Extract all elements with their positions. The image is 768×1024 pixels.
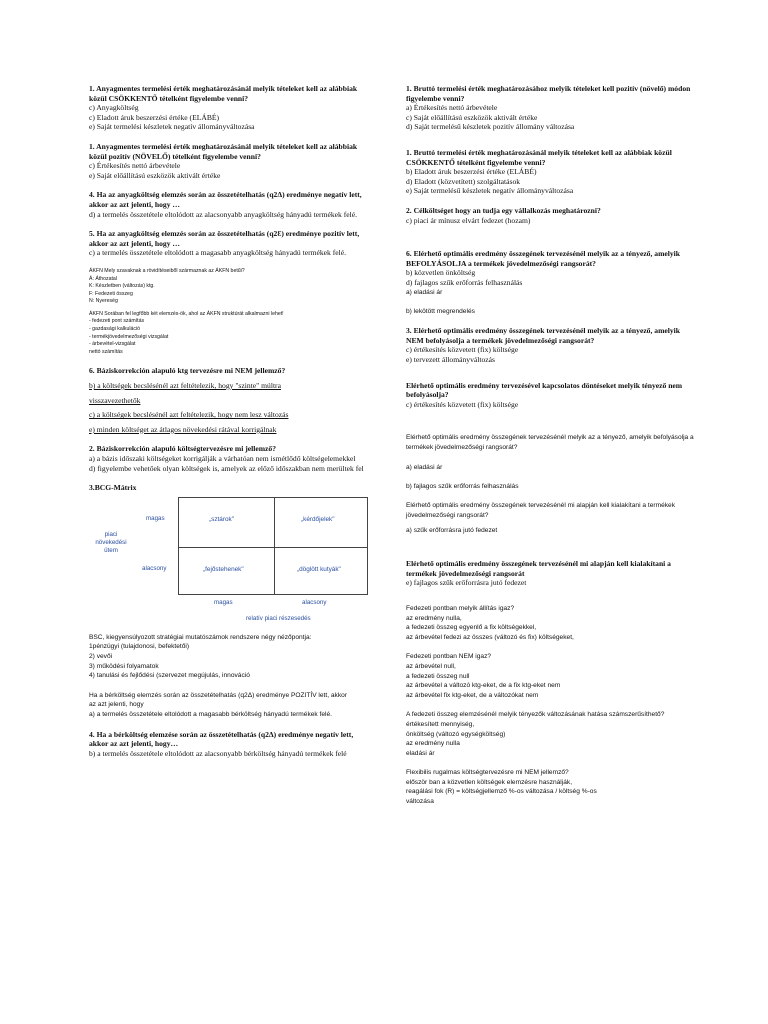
akfn-title: ÁKFN Sorában fel legfőbb két elemzés-ök, ahol az ÁKFN struktúrát alkalmazni lehet! [89, 310, 284, 317]
akfn-line: K: Készletben (változás) ktg. [89, 283, 155, 290]
question-title: 3. Elérhető optimális eredmény összegének tervezésénél melyik az a tényező, amelyik NEM befolyásolja a termékek jövedelmezőségi rangsorát? [406, 326, 681, 345]
question-block [89, 730, 364, 759]
answer-line: c) Értékesítés nettó árbevétele [89, 161, 181, 171]
answer-line: b) közvetlen önköltség [406, 268, 476, 278]
bsc-line: 3) működési folyamatok [89, 662, 159, 670]
answer-line: a) a bázis időszaki költségeket korrigálják a várhatóan nem ismétlődő költségelemekkel [89, 454, 356, 463]
question-title: Fedezeti pontban NEM igaz? [406, 653, 492, 661]
answer-line: d) a termelés összetétele eltolódott az alacsonyabb anyagköltség hányadú termékek felé. [89, 209, 357, 219]
question-block [406, 249, 696, 316]
question-title: A fedezeti összeg elemzésénél melyik tényezők változásának hatása számszerűsíthető? [406, 711, 665, 719]
answer-line: az árbevétel a változó ktg-eket, de a fix ktg-eket nem [406, 682, 561, 690]
answer-line: b) fajlagos szűk erőforrás felhasználás [406, 482, 519, 490]
answer-line: az árbevétel fix ktg-eket, de a változókat nem [406, 691, 539, 699]
akfn-line: - árbevétel-vizsgálat [89, 341, 136, 348]
question-title: Elérhető optimális eredmény összegének tervezésénél mi alapján kell kialakítani a termékek jövedelmezőségi rangsorát? [406, 502, 676, 519]
answer-line: először ban a közvetlen költségek elemzésre használják, [406, 778, 573, 786]
berk-block [89, 691, 364, 720]
answer-line: c) a termelés összetétele eltolódott a magasabb anyagköltség hányadú termékek felé. [89, 248, 347, 258]
answer-line: d) figyelembe vehetőek olyan költségek is, amelyek az előző időszakban nem merültek fel [89, 463, 364, 473]
question-block [406, 381, 696, 410]
question-block [406, 768, 696, 806]
bsc-block [89, 633, 364, 681]
bsc-line: 4) tanulási és fejlődési (szervezet megújulás, innováció [89, 672, 250, 680]
answer-line: e) tervezett állományváltozás [406, 355, 495, 365]
question-title: 1. Anyagmentes termelési érték meghatározásánál melyik tételeket kell az alábbiak közül CSÖKKENTŐ tételként figyelembe venni? [89, 84, 358, 103]
question-title: Elérhető optimális eredmény tervezésével kapcsolatos döntéseket melyik tényező nem befolyásolja? [406, 380, 683, 400]
akfn-line: F: Fedezeti összeg [89, 290, 133, 297]
answer-line: c) értékesítés közvetett (fix) költsége [406, 399, 519, 409]
answer-line: a fedezeti összeg null [406, 672, 470, 680]
answer-line: a fedezeti összeg egyenlő a fix költségekkel, [406, 624, 537, 632]
answer-line: a) eladási ár [406, 288, 443, 296]
answer-line [406, 472, 696, 482]
bsc-title: BSC, kiegyensúlyozott stratégiai mutatószámok rendszere négy nézőpontja: [89, 633, 312, 641]
answer-line [406, 297, 696, 307]
akfn-block [89, 311, 364, 357]
question-title: 6. Elérhető optimális eredmény összegének tervezésénél melyik az a tényező, amelyik BEFOLYÁSOLJA a termékek jövedelmezőségi rangsorát? [406, 249, 681, 268]
answer-line: e) minden költséget az átlagos növekedési rátával korrigálnak [89, 424, 277, 434]
question-title: Elérhető optimális eredmény összegének tervezésénél melyik az a tényező, amelyik befolyásolja a termékek jövedelmezőségi rangsorát? [406, 434, 694, 452]
question-block [406, 148, 696, 196]
akfn-line: - fedezeti pont számítás [89, 318, 145, 325]
answer-line: eladási ár [406, 749, 435, 757]
answer-line: az árbevétel fedezi az összes (változó és fix) költségeket, [406, 633, 574, 641]
akfn-line: N: Nyereség [89, 298, 118, 305]
bcg-matrix [89, 493, 364, 633]
answer-line: visszavezethetők [89, 395, 141, 405]
answer-line: e) fajlagos szűk erőforrásra jutó fedezet [406, 578, 527, 588]
bcg-bottom-label: relatív piaci részesedés [246, 614, 311, 622]
answer-line: az árbevétel null, [406, 662, 456, 670]
question-title: 4. Ha a bérköltség elemzése során az összetételhatás (q2Δ) eredménye negatív lett, akkor az azt jelenti, hogy… [89, 729, 354, 749]
bcg-cell-dogs: „döglött kutyák" [297, 565, 341, 573]
bcg-cell-question-marks: „kérdőjelek" [301, 515, 335, 523]
answer-line: a) Értékesítés nettó árbevétele [406, 103, 498, 113]
question-title: 1. Bruttó termelési érték meghatározásánál melyik tételeket kell az alábbiak közül CSÖKKENTŐ tételként figyelembe venni? [406, 147, 672, 167]
bcg-grid [178, 497, 368, 595]
bcg-section [89, 483, 364, 493]
question-title: 1. Anyagmentes termelési érték meghatározásánál melyik tételeket kell az alábbiak közül pozitív (NÖVELŐ) tételként figyelembe venni? [89, 141, 358, 161]
answer-line: reagálási fok (R) = költségjellemző %-os változása / költség %-os [406, 788, 597, 796]
berk-title: Ha a bérköltség elemzés során az összetételhatás (q2Δ) eredménye POZITÍV lett, akkor [89, 691, 348, 699]
bcg-col-high: magas [214, 598, 233, 606]
answer-line: a) szűk erőforrásra jutó fedezet [406, 526, 498, 534]
question-block [406, 501, 696, 535]
answer-line: változása [406, 798, 434, 806]
akfn-block [89, 268, 364, 306]
bcg-row-high: magas [146, 514, 165, 522]
answer-line: c) piaci ár mínusz elvárt fedezet (hozam) [406, 215, 531, 225]
akfn-line: - gazdasági kalkuláció [89, 326, 141, 333]
question-title: 2. Báziskorrekción alapuló költségtervezésre mi jellemző? [89, 444, 276, 454]
answer-line: a) eladási ár [406, 463, 443, 471]
question-block [406, 559, 696, 588]
answer-line: d) Saját termelésű készletek pozitív állomány változása [406, 122, 575, 132]
question-block [406, 604, 696, 642]
question-block [406, 326, 696, 364]
akfn-title: ÁKFN Mely szavaknak a rövidítéseiből származnak az ÁKFN betűi? [89, 267, 245, 274]
answer-line: c) Anyagköltség [89, 103, 139, 113]
question-block [406, 433, 696, 491]
answer-line: c) Saját előállítású eszközök aktivált értéke [406, 112, 538, 122]
answer-line: értékesített mennyiség, [406, 720, 475, 728]
answer-line: d) Eladott (közvetített) szolgáltatások [406, 176, 521, 186]
akfn-line: nettó számítás [89, 348, 123, 355]
akfn-line: - termékjövedelmezőségi vizsgálat [89, 333, 169, 340]
question-block [89, 229, 364, 258]
berk-line: a) a termelés összetétele eltolódott a magasabb bérköltség hányadú termékek felé. [89, 710, 333, 718]
question-title: 6. Báziskorrekción alapuló ktg tervezésre mi NEM jellemző? [89, 366, 286, 376]
answer-line: d) fajlagos szűk erőforrás felhasználás [406, 277, 523, 287]
answer-line: c) a költségek becslésénél azt feltételezik, hogy nem lesz változás [89, 410, 289, 420]
question-title: 4. Ha az anyagköltség elemzés során az összetételhatás (q2Δ) eredménye negatív lett, akkor az azt jelenti, hogy … [89, 190, 362, 209]
answer-line: e) Saját termelési készletek negatív állományváltozása [89, 122, 255, 132]
question-title: Flexibilis rugalmas költségtervezésre mi NEM jellemző? [406, 769, 569, 777]
question-title: Fedezeti pontban melyik állítás igaz? [406, 604, 515, 612]
question-block [89, 190, 364, 219]
answer-line: c) Eladott áruk beszerzési értéke (ELÁBÉ) [89, 112, 220, 122]
right-column [406, 84, 696, 807]
answer-line: e) Saját termelésű készletek negatív állományváltozása [406, 186, 574, 196]
answer-line: az eredmény nulla, [406, 614, 462, 622]
question-title: Elérhető optimális eredmény összegének tervezésénél mi alapján kell kialakítani a termékek jövedelmezőségi rangsorát [406, 559, 671, 578]
bsc-line: 2) vevői [89, 652, 113, 660]
question-block [406, 652, 696, 700]
question-title: 5. Ha az anyagköltség elemzés során az összetételhatás (q2Ɛ) eredménye pozitív lett, akkor az azt jelenti, hogy … [89, 229, 360, 248]
question-block [89, 366, 364, 434]
bcg-side-label: piaci növekedési ütem [95, 530, 127, 554]
bcg-cell-stars: „sztárok" [209, 515, 234, 523]
answer-line: c) értékesítés közvetett (fix) költsége [406, 345, 519, 355]
answer-line: b) lekötött megrendelés [406, 307, 475, 315]
answer-line: b) Eladott áruk beszerzési értéke (ELÁBÉ) [406, 167, 537, 177]
left-column [89, 84, 364, 758]
akfn-line: Á: Áthozatal [89, 275, 117, 282]
question-block [89, 444, 364, 473]
answer-line: b) a költségek becslésénél azt feltételezik, hogy "szinte" múltra [89, 381, 281, 391]
bcg-cell-cash-cows: „fejőstehenek" [203, 565, 244, 573]
question-block [89, 84, 364, 132]
question-block [89, 142, 364, 180]
bcg-row-low: alacsony [142, 564, 167, 572]
question-title: 2. Célköltséget hogy an tudja egy vállalkozás meghatározni? [406, 205, 601, 215]
question-title: 1. Bruttó termelési érték meghatározásához melyik tételeket kell pozitív (növelő) módon figyelembe venni? [406, 84, 691, 103]
bsc-line: 1pénzügyi (tulajdonosi, befektetői) [89, 643, 190, 651]
bcg-title: 3.BCG-Mátrix [89, 483, 137, 493]
answer-line: b) a termelés összetétele eltolódott az alacsonyabb bérköltség hányadú termékek felé [89, 748, 347, 758]
question-block [406, 206, 696, 225]
berk-line: az azt jelenti, hogy [89, 701, 144, 709]
bcg-col-low: alacsony [302, 598, 327, 606]
question-block [406, 710, 696, 758]
answer-line: e) Saját előállítású eszközök aktivált értéke [89, 170, 221, 180]
answer-line: az eredmény nulla [406, 740, 460, 748]
answer-line: önköltség (változó egységköltség) [406, 730, 506, 738]
question-block [406, 84, 696, 132]
